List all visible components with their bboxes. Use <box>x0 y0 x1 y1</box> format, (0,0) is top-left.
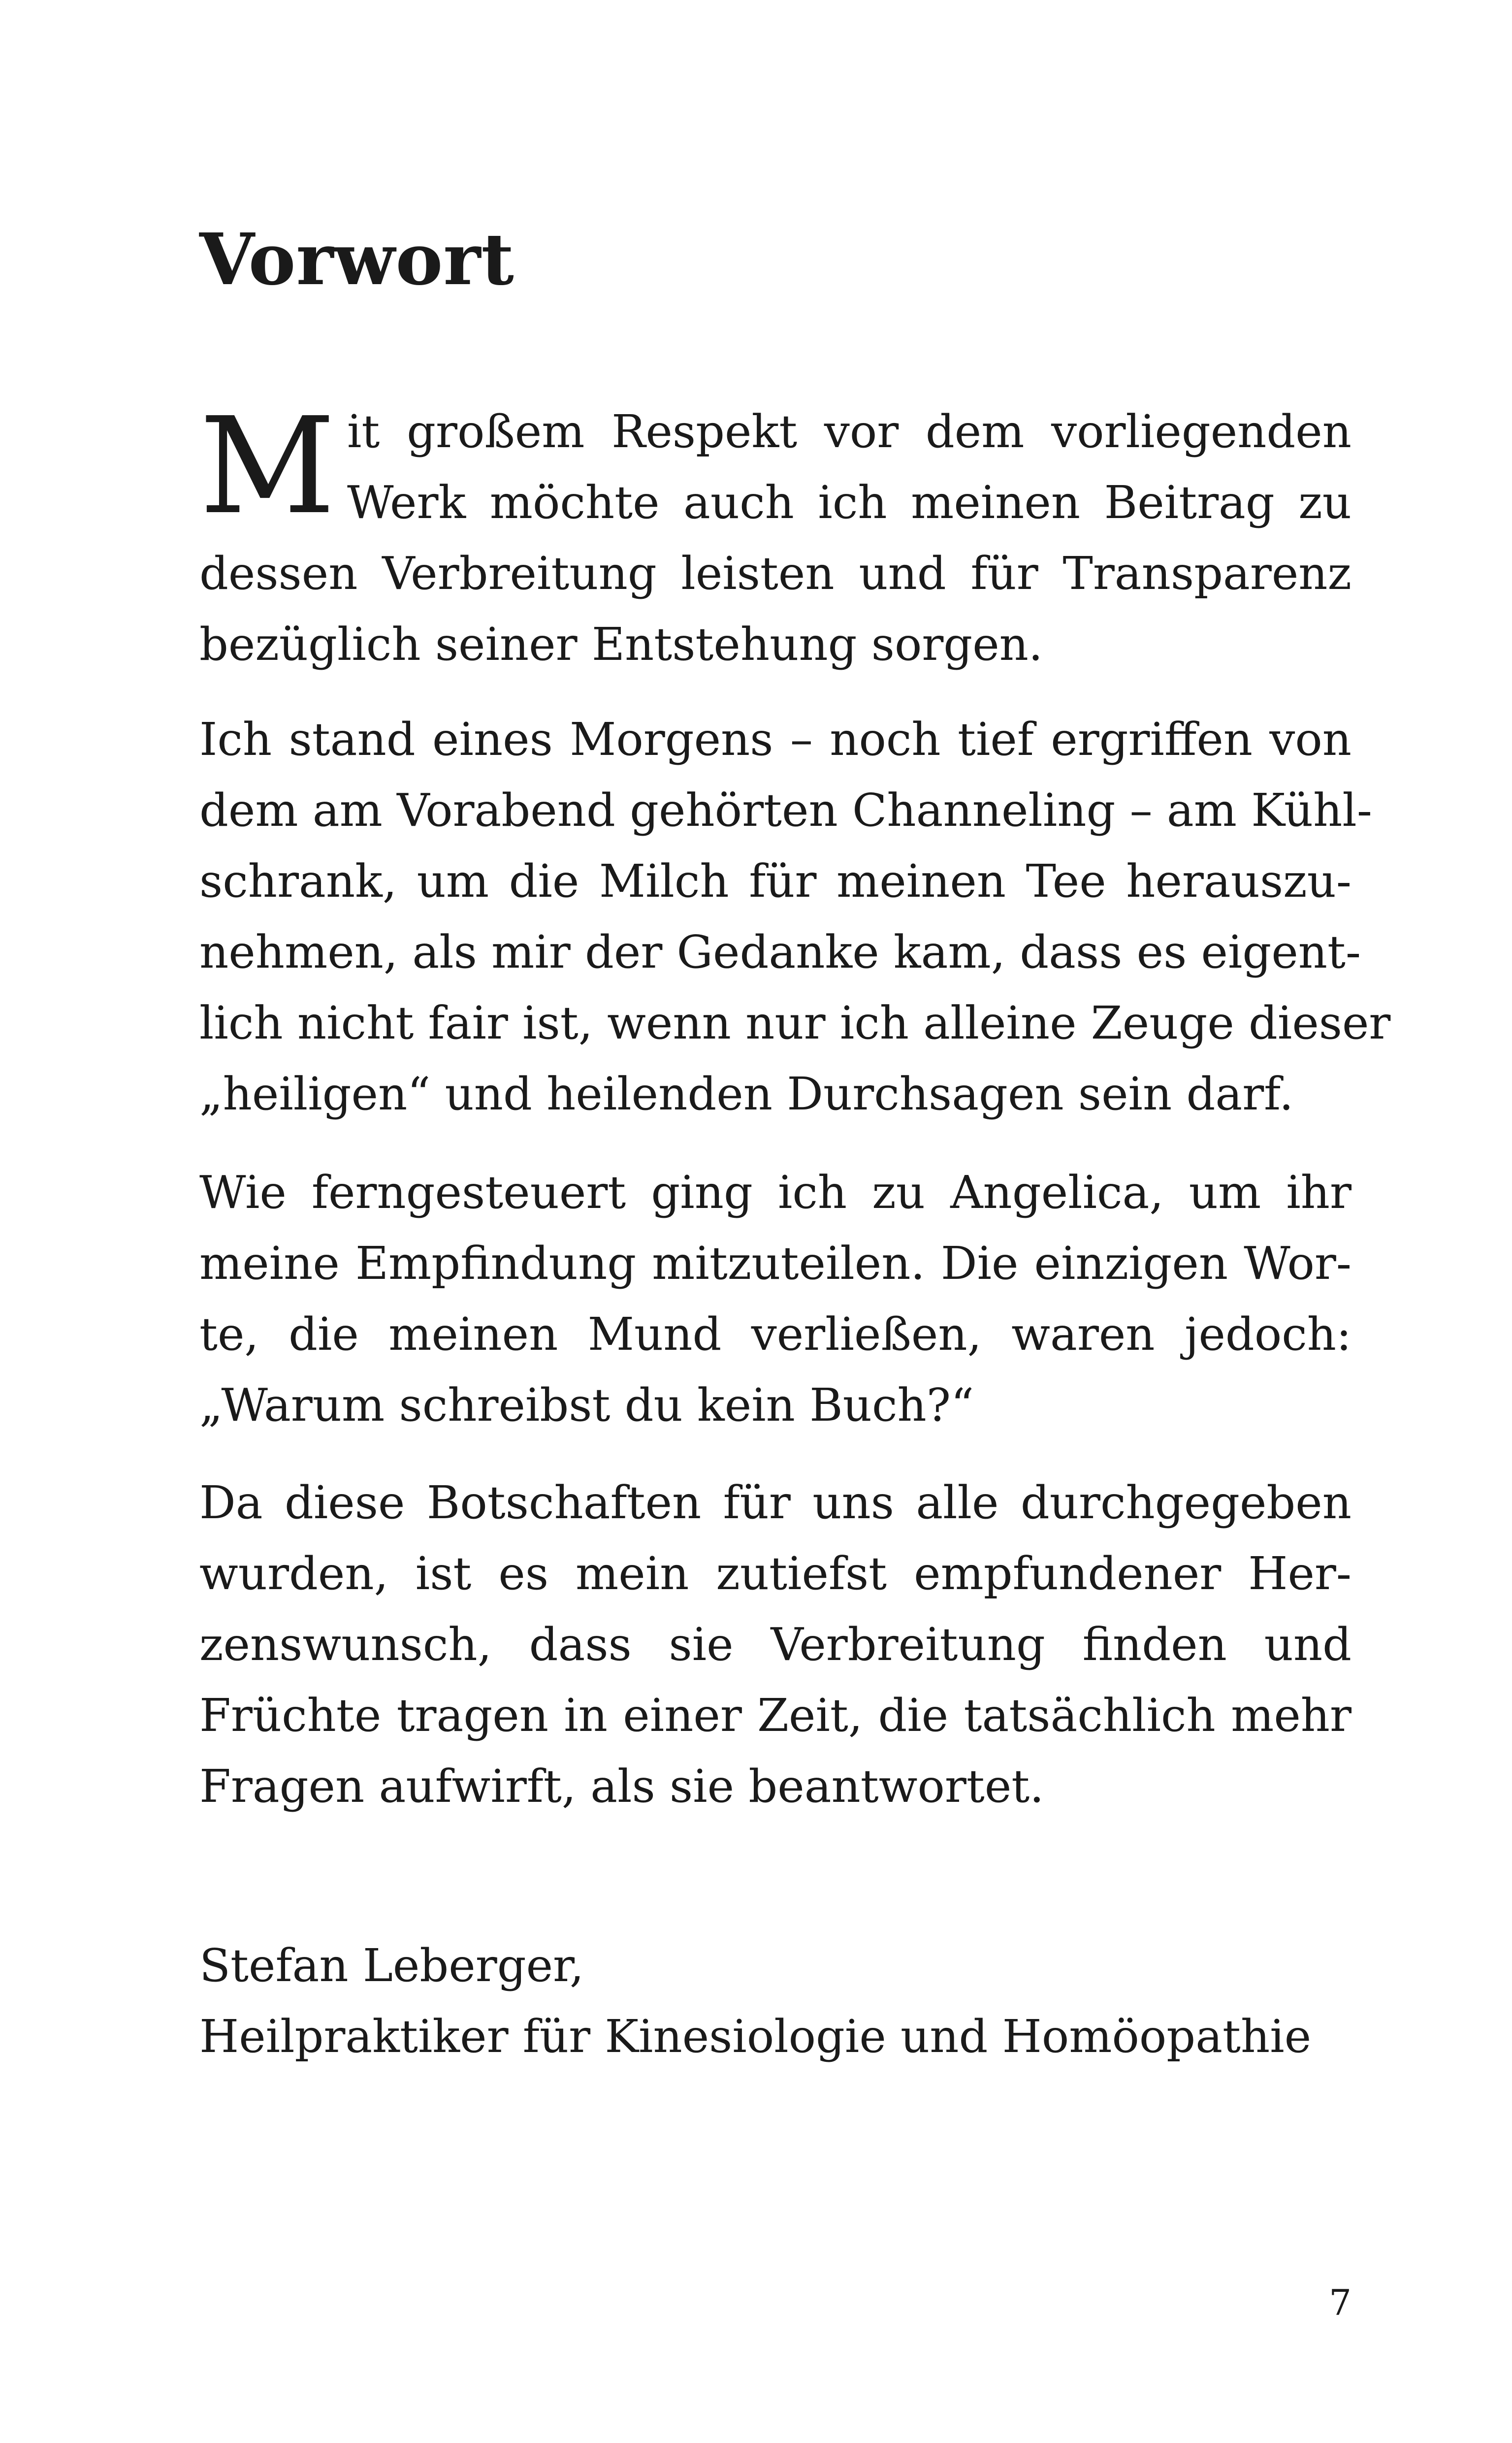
dropcap-wrapper <box>199 389 1351 544</box>
paragraph-line: nehmen, als mir der Gedanke kam, dass es eigent- <box>199 926 1361 978</box>
signature-block <box>199 1930 1311 2072</box>
paragraph-line: zenswunsch, dass sie Verbreitung finden und <box>199 1618 1351 1671</box>
paragraph-line: wurden, ist es mein zutiefst empfundener Her- <box>199 1547 1351 1600</box>
paragraph-line: dem am Vorabend gehörten Channeling – am Kühl- <box>199 784 1372 837</box>
paragraph-line: lich nicht fair ist, wenn nur ich alleine Zeuge dieser <box>199 997 1391 1049</box>
paragraph-line: meine Empfindung mitzuteilen. Die einzigen Wor- <box>199 1237 1351 1290</box>
paragraph-line: Da diese Botschaften für uns alle durchgegeben <box>199 1476 1351 1529</box>
chapter-heading: Vorwort <box>199 218 515 301</box>
paragraph-line: dessen Verbreitung leisten und für Transparenz <box>199 547 1351 600</box>
paragraph-line: Wie ferngesteuert ging ich zu Angelica, um ihr <box>199 1166 1351 1219</box>
paragraph-line: te, die meinen Mund verließen, waren jedoch: <box>199 1308 1351 1361</box>
paragraph-line: it großem Respekt vor dem vorliegenden <box>347 405 1351 458</box>
paragraph-line: „heiligen“ und heilenden Durchsagen sein darf. <box>199 1068 1294 1120</box>
signature-name: Stefan Leberger, <box>199 1939 584 1992</box>
paragraph-line: „Warum schreibst du kein Buch?“ <box>199 1379 974 1432</box>
signature-title: Heilpraktiker für Kinesiologie und Homöopathie <box>199 2010 1312 2063</box>
paragraph-2 <box>199 704 1391 1130</box>
paragraph-4 <box>199 1467 1351 1822</box>
drop-cap-letter: M <box>199 389 336 544</box>
paragraph-line: Früchte tragen in einer Zeit, die tatsächlich mehr <box>199 1689 1351 1742</box>
paragraph-line: Ich stand eines Morgens – noch tief ergriffen von <box>199 713 1351 766</box>
paragraph-line: schrank, um die Milch für meinen Tee herauszu- <box>199 855 1351 908</box>
paragraph-line: bezüglich seiner Entstehung sorgen. <box>199 618 1043 671</box>
paragraph-line: Fragen aufwirft, als sie beantwortet. <box>199 1760 1044 1813</box>
page-number: 7 <box>1329 2282 1351 2323</box>
paragraph-1 <box>199 389 1351 680</box>
paragraph-line: Werk möchte auch ich meinen Beitrag zu <box>347 476 1351 529</box>
paragraph-3 <box>199 1157 1351 1441</box>
